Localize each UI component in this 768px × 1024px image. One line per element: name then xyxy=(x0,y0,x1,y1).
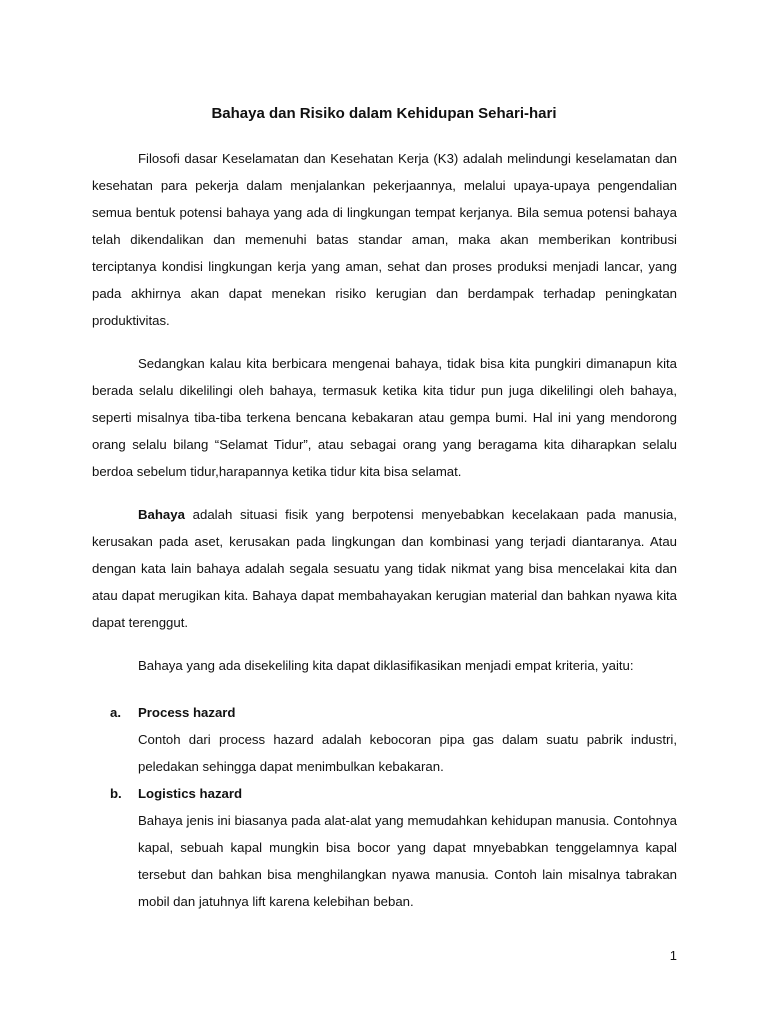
hazard-title: Process hazard xyxy=(138,705,236,720)
document-body xyxy=(92,145,677,915)
hazard-item-logistics xyxy=(92,780,677,915)
hazard-description: Contoh dari process hazard adalah kebocoran pipa gas dalam suatu pabrik industri, peledakan sehingga dapat menimbulkan kebakaran. xyxy=(138,732,677,774)
paragraph-danger-everywhere: Sedangkan kalau kita berbicara mengenai bahaya, tidak bisa kita pungkiri dimanapun kita berada selalu dikelilingi oleh bahaya, termasuk ketika kita tidur pun juga dikelilingi oleh bahaya, seperti misalnya tiba-tiba terkena bencana kebakaran atau gempa bumi. Hal ini yang mendorong orang selalu bilang “Selamat Tidur”, atau sebagai orang yang beragama kita diharapkan selalu berdoa sebelum tidur,harapannya ketika tidur kita bisa selamat. xyxy=(92,356,677,479)
hazard-title: Logistics hazard xyxy=(138,786,243,801)
definition-text: adalah situasi fisik yang berpotensi menyebabkan kecelakaan pada manusia, kerusakan pada aset, kerusakan pada lingkungan dan kombinasi yang terjadi diantaranya. Atau dengan kata lain bahaya adalah segala sesuatu yang tidak nikmat yang bisa mencelakai kita dan atau dapat merugikan kita. Bahaya dapat membahayakan kerugian material dan bahkan nyawa kita dapat terenggut. xyxy=(92,507,677,630)
paragraph-hazard-definition xyxy=(92,501,677,636)
hazard-marker: b. xyxy=(110,786,122,801)
page-number: 1 xyxy=(669,948,677,963)
hazard-marker: a. xyxy=(110,705,121,720)
hazard-item-process xyxy=(92,699,677,780)
document-title: Bahaya dan Risiko dalam Kehidupan Sehari-hari xyxy=(211,105,557,122)
definition-term: Bahaya xyxy=(138,507,185,522)
paragraph-k3-philosophy: Filosofi dasar Keselamatan dan Kesehatan Kerja (K3) adalah melindungi keselamatan dan kesehatan para pekerja dalam menjalankan pekerjaannya, melalui upaya-upaya pengendalian semua bentuk potensi bahaya yang ada di lingkungan tempat kerjanya. Bila semua potensi bahaya telah dikendalikan dan memenuhi batas standar aman, maka akan memberikan kontribusi terciptanya kondisi lingkungan kerja yang aman, sehat dan proses produksi menjadi lancar, yang pada akhirnya akan dapat menekan risiko kerugian dan berdampak terhadap peningkatan produktivitas. xyxy=(92,151,677,328)
hazard-description: Bahaya jenis ini biasanya pada alat-alat yang memudahkan kehidupan manusia. Contohnya kapal, sebuah kapal mungkin bisa bocor yang dapat mnyebabkan tenggelamnya kapal tersebut dan bahkan bisa menghilangkan nyawa manusia. Contoh lain misalnya tabrakan mobil dan jatuhnya lift karena kelebihan beban. xyxy=(138,813,677,909)
list-intro: Bahaya yang ada disekeliling kita dapat diklasifikasikan menjadi empat kriteria, yaitu: xyxy=(138,658,634,673)
hazard-list xyxy=(92,699,677,915)
